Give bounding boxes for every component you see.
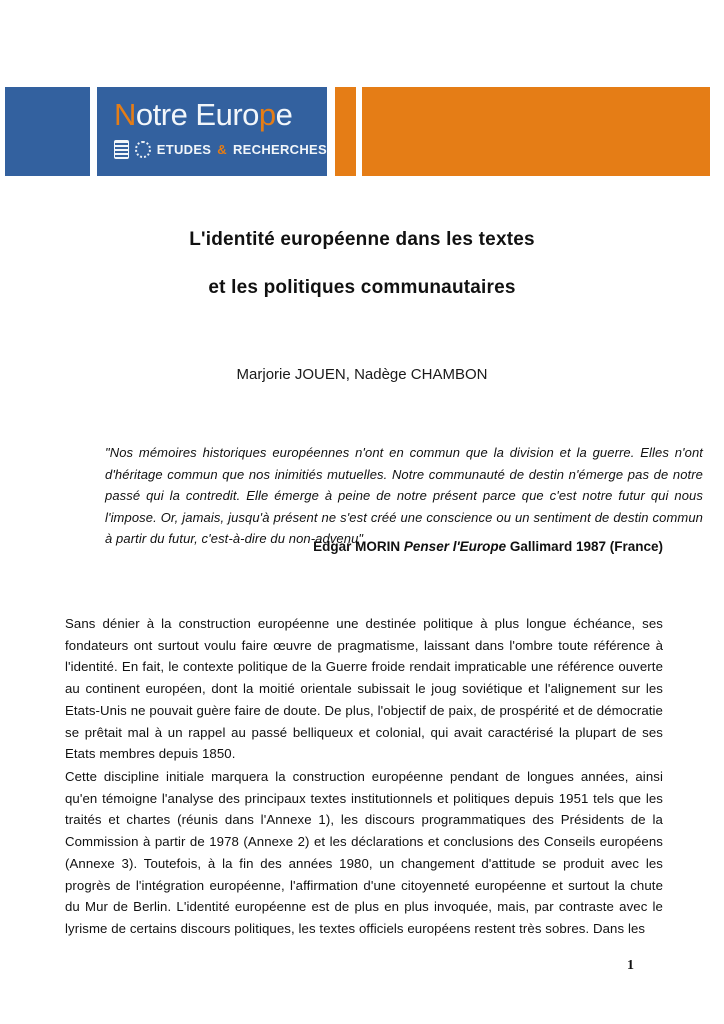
wordmark-letter-p: p (258, 97, 276, 132)
wordmark-middle: otre Euro (135, 97, 259, 132)
tagline-etudes: ETUDES (156, 142, 212, 157)
body-paragraph-1: Sans dénier à la construction européenne une destinée politique à plus longue échéance, ses fondateurs ont surtout voulu faire œuvre de pragmatisme, laissant dans l'ombre toute référence à l'identité. En fait, le contexte politique de la Guerre froide rendait impraticable une référence ouverte au continent européen, dont la moitié orientale subissait le joug soviétique et l'alignement sur les Etats-Unis ne pouvait guère faire de doute. De plus, l'objectif de paix, de prospérité et de démocratie se prêtait mal à un rappel au passé belliqueux et colonial, qui avait caractérisé la plupart de ses Etats membres depuis 1850. (65, 616, 663, 762)
attribution-work-title: Penser l'Europe (403, 539, 507, 554)
tagline-ampersand: & (217, 142, 227, 157)
attribution-publisher: Gallimard 1987 (France) (506, 539, 663, 554)
wordmark-letter-n: N (114, 97, 136, 132)
eu-stars-circle-icon (135, 141, 150, 158)
wordmark-letter-e: e (275, 97, 293, 132)
attribution-author: Edgar MORIN (313, 539, 404, 554)
tagline-recherches: RECHERCHES (232, 142, 327, 157)
banner-orange-strip (335, 87, 356, 176)
notre-europe-logo (97, 87, 327, 176)
title-line-1: L'identité européenne dans les textes (189, 228, 535, 250)
authors-line: Marjorie JOUEN, Nadège CHAMBON (236, 366, 488, 383)
logo-wordmark (114, 95, 327, 135)
document-lines-icon (114, 140, 129, 159)
page-number: 1 (627, 958, 634, 973)
quote-attribution (65, 539, 663, 554)
banner-orange-bar (362, 87, 710, 176)
notre-europe-banner (0, 87, 724, 176)
banner-blue-square (5, 87, 90, 176)
body-paragraph-2: Cette discipline initiale marquera la construction européenne pendant de longues années, ainsi qu'en témoigne l'analyse des principaux textes institutionnels et politiques depuis 1951 tels que les traités et chartes (réunis dans l'Annexe 1), les discours programmatiques des Présidents de la Commission à partir de 1978 (Annexe 2) et les déclarations et conclusions des Conseils européens (Annexe 3). Toutefois, à la fin des années 1980, un changement d'attitude se produit avec les progrès de l'intégration européenne, l'affirmation d'une citoyenneté européenne et surtout la chute du Mur de Berlin. L'identité européenne est de plus en plus invoquée, mais, par contraste avec le lyrisme de certains discours politiques, les textes officiels européens restent très sobres. Dans les (65, 769, 663, 936)
title-line-2: et les politiques communautaires (208, 276, 516, 298)
logo-tagline (114, 140, 327, 159)
document-title (0, 216, 724, 312)
epigraph-quote: "Nos mémoires historiques européennes n'ont en commun que la division et la guerre. Elles n'ont d'héritage commun que nos inimitiés mutuelles. Notre communauté de destin n'émerge pas de notre passé qui la contredit. Elle émerge à peine de notre présent parce que c'est notre futur qui nous l'impose. Or, jamais, jusqu'à présent ne s'est créé une conscience ou un sentiment de destin commun à partir du futur, c'est-à-dire du non-advenu". (105, 445, 703, 547)
